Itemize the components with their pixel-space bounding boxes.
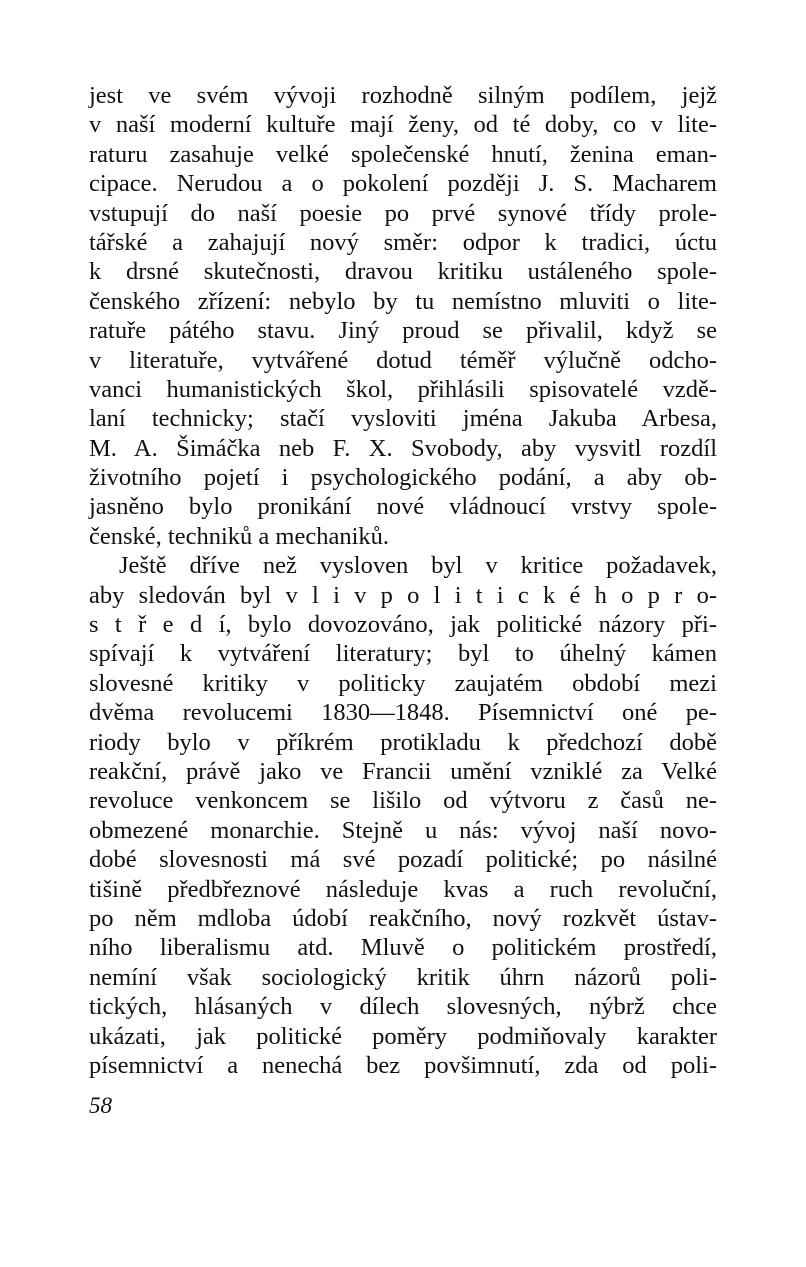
text-line: M. A. Šimáčka neb F. X. Svobody, aby vysvitl rozdíl xyxy=(89,434,717,462)
text-line: reakční, právě jako ve Francii umění vzniklé za Velké xyxy=(89,757,717,785)
text-line: dvěma revolucemi 1830—1848. Písemnictví oné pe- xyxy=(89,699,717,727)
text-line: riody bylo v příkrém protikladu k předchozí době xyxy=(89,728,717,756)
text-line: cipace. Nerudou a o pokolení později J. S. Macharem xyxy=(89,170,717,198)
text-line: jasněno bylo pronikání nové vládnoucí vrstvy spole- xyxy=(89,493,717,521)
text-line: tišině předbřeznové následuje kvas a ruch revoluční, xyxy=(89,875,717,903)
text-line: raturu zasahuje velké společenské hnutí, ženina eman- xyxy=(89,140,717,168)
text-line: po něm mdloba údobí reakčního, nový rozkvět ústav- xyxy=(89,904,717,932)
body-text xyxy=(89,81,717,1080)
text-line: Ještě dříve než vysloven byl v kritice požadavek, xyxy=(119,552,717,580)
text-line: písemnictví a nenechá bez povšimnutí, zda od poli- xyxy=(89,1051,717,1079)
text-line: ního liberalismu atd. Mluvě o politickém prostředí, xyxy=(89,934,717,962)
text-line: vstupují do naší poesie po prvé synové třídy prole- xyxy=(89,199,717,227)
text-line: nemíní však sociologický kritik úhrn názorů poli- xyxy=(89,963,717,991)
page-number: 58 xyxy=(89,1093,112,1118)
text-line: vanci humanistických škol, přihlásili spisovatelé vzdě- xyxy=(89,375,717,403)
text-line: tářské a zahajují nový směr: odpor k tradici, úctu xyxy=(89,228,717,256)
text-line: v literatuře, vytvářené dotud téměř výlučně odcho- xyxy=(89,346,717,374)
text-line: spívají k vytváření literatury; byl to úhelný kámen xyxy=(89,640,717,668)
text-line: ukázati, jak politické poměry podmiňovaly karakter xyxy=(89,1022,717,1050)
text-line: laní technicky; stačí vysloviti jména Jakuba Arbesa, xyxy=(89,405,717,433)
text-line: čenského zřízení: nebylo by tu nemístno mluviti o lite- xyxy=(89,287,717,315)
text-line: aby sledován byl v l i v p o l i t i c k é h o p r o- xyxy=(89,581,717,609)
text-line: s t ř e d í, bylo dovozováno, jak politické názory při- xyxy=(89,611,717,639)
text-line: jest ve svém vývoji rozhodně silným podílem, jejž xyxy=(89,82,717,109)
text-line: čenské, techniků a mechaniků. xyxy=(89,522,390,550)
text-line: dobé slovesnosti má své pozadí politické; po násilné xyxy=(89,846,717,874)
text-line: tických, hlásaných v dílech slovesných, nýbrž chce xyxy=(89,993,717,1021)
text-line: k drsné skutečnosti, dravou kritiku ustáleného spole- xyxy=(89,258,717,286)
text-line: revoluce venkoncem se lišilo od výtvoru z časů ne- xyxy=(89,787,717,815)
text-line: slovesné kritiky v politicky zaujatém období mezi xyxy=(89,669,717,697)
text-line: v naší moderní kultuře mají ženy, od té doby, co v lite- xyxy=(89,111,717,139)
text-line: ratuře pátého stavu. Jiný proud se přivalil, když se xyxy=(89,317,717,345)
text-line: obmezené monarchie. Stejně u nás: vývoj naší novo- xyxy=(89,816,717,844)
text-line: životního pojetí i psychologického podání, a aby ob- xyxy=(89,464,717,492)
